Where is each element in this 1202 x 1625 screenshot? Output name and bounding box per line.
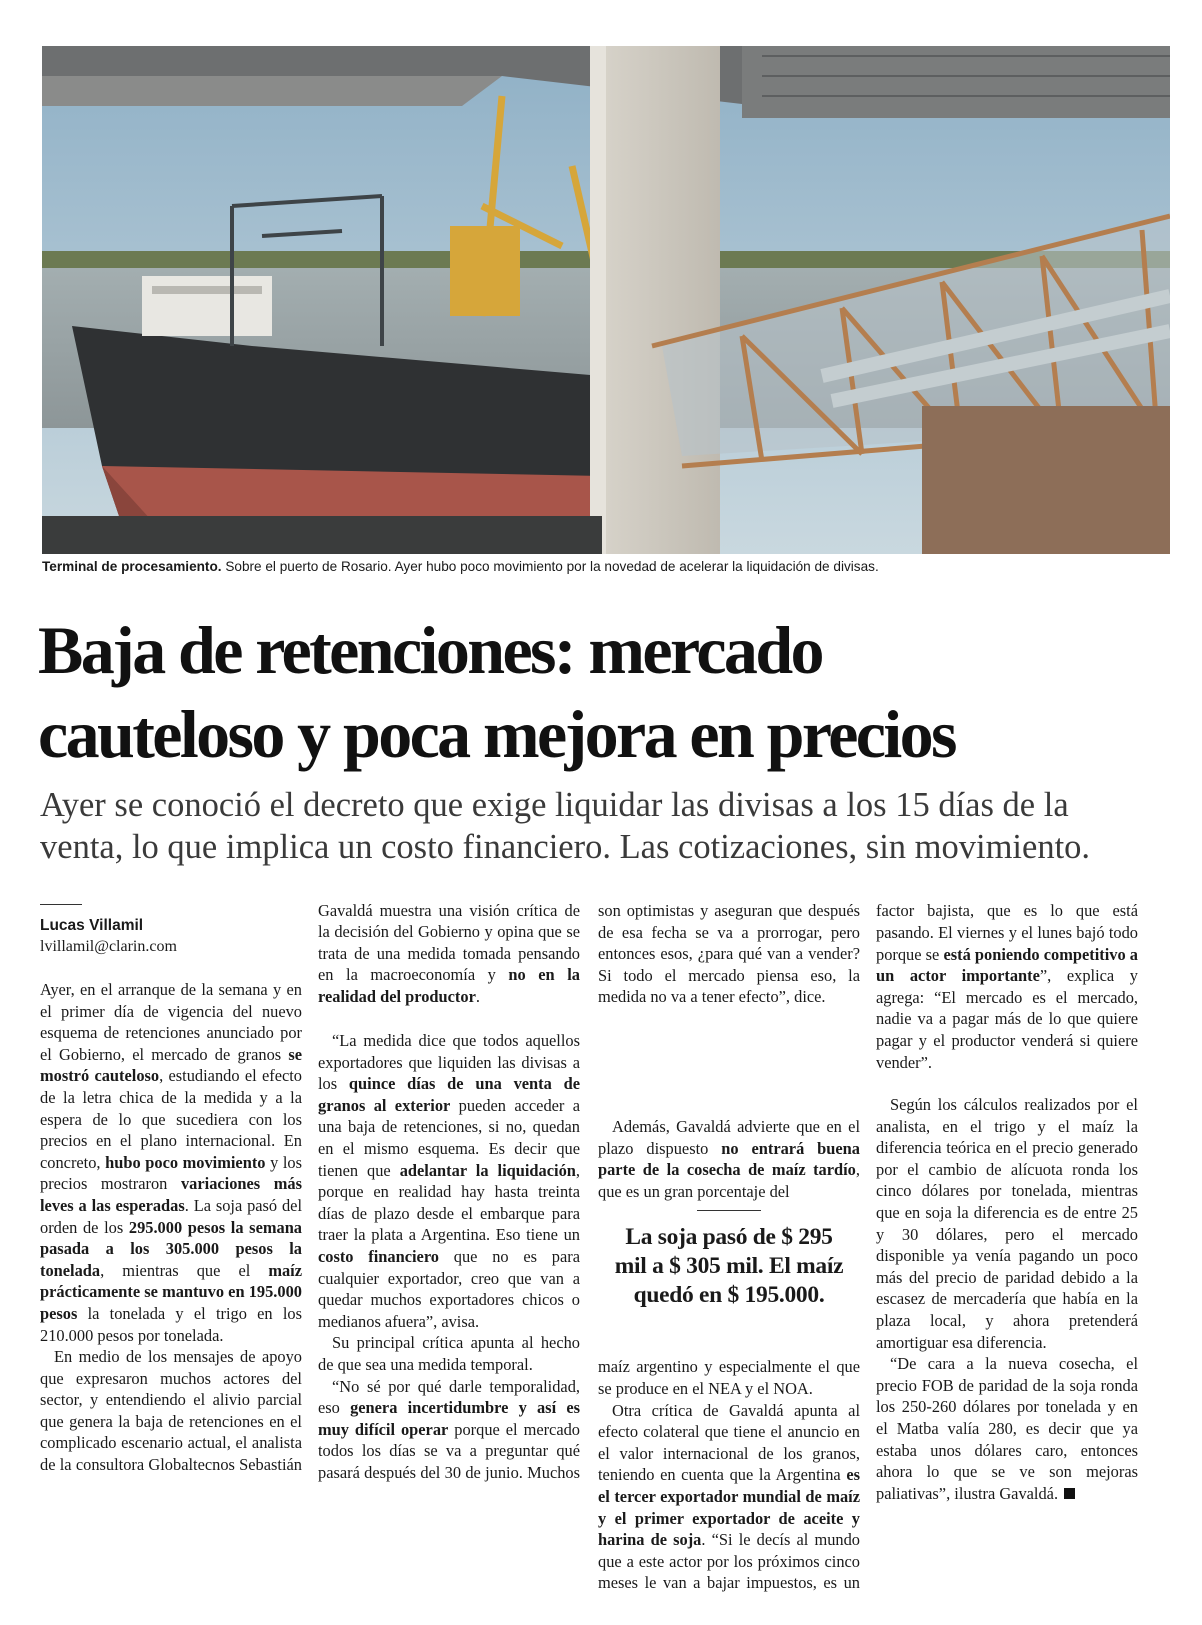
text-run: “No sé por qué darle temporalidad, eso [318, 1376, 580, 1418]
paragraph-7-start [598, 1400, 860, 1594]
pullquote-line-2: mil a $ 305 mil. El maíz [614, 1253, 844, 1280]
text-run: la tonelada y el trigo en los 210.000 pesos por tonelada. [40, 1303, 302, 1345]
bold-run: es el tercer exportador mundial de maíz y el primer exportador de aceite y harina de soja [598, 1465, 860, 1550]
text-run: . [475, 986, 480, 1006]
pullquote [598, 1223, 860, 1310]
article-column-2 [318, 900, 580, 1484]
bold-run: está poniendo competitivo a un actor importante [876, 944, 1138, 986]
caption-title: Terminal de procesamiento. [42, 559, 222, 574]
text-run: En medio de los mensajes de apoyo que expresaron muchos actores del sector, y entendiendo el alivio parcial que genera la baja de retenciones en el complicado escenario actual, el analista de la consultora Globaltecnos Sebastián [40, 1347, 302, 1475]
paragraph-7-flow [598, 1400, 860, 1594]
text-run: pueden acceder a una baja de retenciones, si no, quedan en el mismo esquema. Es decir que tienen que [318, 1095, 580, 1180]
text-run: Además, Gavaldá advierte que en el plazo dispuesto [598, 1117, 860, 1158]
paragraph-5-flow [318, 1376, 580, 1484]
paragraph-7-flow [876, 900, 1138, 1073]
headline-line-1: Baja de retenciones: mercado [38, 612, 822, 688]
paragraph-9 [876, 1353, 1138, 1504]
paragraph-2-flow [318, 900, 580, 1008]
paragraph-4: Su principal crítica apunta al hecho de que sea una medida temporal. [318, 1333, 580, 1374]
text-run: factor bajista, que es lo que está pasando. El viernes y el lunes bajó todo porque se [876, 901, 1138, 964]
article-column-4 [876, 900, 1138, 1504]
text-run: , que es un gran porcentaje del [598, 1160, 860, 1201]
headline [38, 608, 1178, 776]
bold-run: quince días de una venta de granos al exterior [318, 1074, 580, 1115]
article-column-1 [40, 900, 302, 1476]
bold-run: no entrará buena parte de la cosecha de maíz tardío [598, 1138, 860, 1180]
subheadline-line-2: venta, lo que implica un costo financiero. Las cotizaciones, sin movimiento. [40, 828, 1091, 866]
end-of-article-mark [1064, 1488, 1075, 1499]
text-run: , estudiando el efecto de la letra chica de la medida y a la espera de lo que sucediera con los precios en el plano internacional. En concreto, [40, 1066, 302, 1172]
bold-run: se mostró cauteloso [40, 1044, 302, 1086]
port-terminal-image [42, 46, 1170, 554]
paragraph-3 [318, 1030, 580, 1332]
text-run: Ayer, en el arranque de la semana y en el primer día de vigencia del nuevo esquema de retenciones anunciado por el Gobierno, el mercado de granos [40, 980, 302, 1064]
paragraph-6-continued: maíz argentino y especialmente el que se produce en el NEA y el NOA. [598, 1357, 860, 1398]
caption-text: Sobre el puerto de Rosario. Ayer hubo poco movimiento por la novedad de acelerar la liquidación de divisas. [221, 559, 879, 574]
text-run: que no es para cualquier exportador, creo que van a quedar muchos exportadores chicos o medianos afuera”, avisa. [318, 1246, 580, 1331]
subheadline [40, 784, 1180, 868]
paragraph-8: Según los cálculos realizados por el analista, en el trigo y el maíz la diferencia teórica en el precio generado por el cambio de alícuota ronda los cinco dólares por tonelada, mientras que en soja la diferencia es de entre 25 y 30 dólares, pero el mercado disponible ya venía pagando un poco más del precio de paridad debido a la escasez de mercadería que había en la plaza local, y ahora pretenderá amortiguar esa diferencia. [876, 1095, 1138, 1352]
pullquote-line-3: quedó en $ 195.000. [633, 1282, 825, 1309]
paragraph-5-continued [598, 900, 860, 1116]
paragraph-2-continued [318, 900, 580, 1030]
bold-run: adelantar la liquidación [399, 1160, 576, 1180]
pullquote-rule [697, 1210, 761, 1211]
bold-run: 295.000 pesos la semana pasada a los 305.000 pesos la tonelada [40, 1217, 302, 1280]
photo-caption [42, 558, 1170, 575]
article-photo [42, 46, 1170, 554]
text-run: Otra crítica de Gavaldá apunta al efecto colateral que tiene el anuncio en el valor internacional de los granos, teniendo en cuenta que la Argentina [598, 1400, 860, 1485]
text-run: porque el mercado todos los días se va a preguntar qué pasará después del 30 de junio. Muchos [318, 1419, 580, 1482]
bold-run: maíz prácticamente se mantuvo en 195.000 pesos [40, 1260, 302, 1323]
author-name: Lucas Villamil [40, 917, 144, 934]
paragraph-5-start [318, 1376, 580, 1484]
article-column-3 [598, 900, 860, 1594]
text-run: . La soja pasó del orden de los [40, 1195, 302, 1237]
bold-run: genera incertidumbre y así es muy difícil operar [318, 1398, 580, 1439]
text-run: y los precios mostraron [40, 1152, 302, 1194]
text-run: Gavaldá muestra una visión crítica de la decisión del Gobierno y opina que se trata de una medida tomada pensando en la macroeconomía y [318, 900, 580, 985]
headline-line-2: cauteloso y poca mejora en precios [38, 696, 955, 772]
bold-run: no en la realidad del productor [318, 965, 580, 1006]
text-run: ”, explica y agrega: “El mercado es el mercado, nadie va a pagar más de lo que quiere pagar y el productor venderá si quiere vender”. [876, 966, 1138, 1072]
text-run: . “Si le decís al mundo que a este actor por los próximos cinco meses le van a bajar impuestos, es un [598, 1530, 860, 1593]
paragraph-6 [598, 1116, 860, 1202]
paragraph-2-start [40, 1346, 302, 1476]
paragraph-5-flow [598, 900, 860, 1008]
text-run: , porque en realidad hay hasta treinta días de plazo desde el embarque para traer la plata a Argentina. Eso tiene un [318, 1160, 580, 1245]
paragraph-7-continued [876, 900, 1138, 1094]
text-run: son optimistas y aseguran que después de esa fecha se va a prorrogar, pero entonces esos, ¿para qué van a vender? Si todo el mercado piensa eso, la medida no va a tener efecto”, dice. [598, 900, 860, 1007]
text-run: , mientras que el [100, 1260, 269, 1280]
bold-run: variaciones más leves a las esperadas [40, 1174, 302, 1215]
text-run: “La medida dice que todos aquellos exportadores que liquiden las divisas a los [318, 1031, 580, 1094]
bold-run: costo financiero [318, 1246, 439, 1266]
text-run: “De cara a la nueva cosecha, el precio FOB de paridad de la soja ronda los 250-260 dólares por tonelada y en el Matba valía 280, es decir que ya estaba unos dólares caro, entonces ahora lo que se ve son mejoras paliativas”, ilustra Gavaldá. [876, 1354, 1138, 1503]
subheadline-line-1: Ayer se conoció el decreto que exige liquidar las divisas a los 15 días de la [40, 786, 1069, 824]
pullquote-line-1: La soja pasó de $ 295 [625, 1224, 833, 1251]
byline-rule [40, 904, 82, 905]
paragraph-1 [40, 979, 302, 1346]
bold-run: hubo poco movimiento [105, 1152, 266, 1172]
author-email[interactable]: lvillamil@clarin.com [40, 938, 177, 955]
